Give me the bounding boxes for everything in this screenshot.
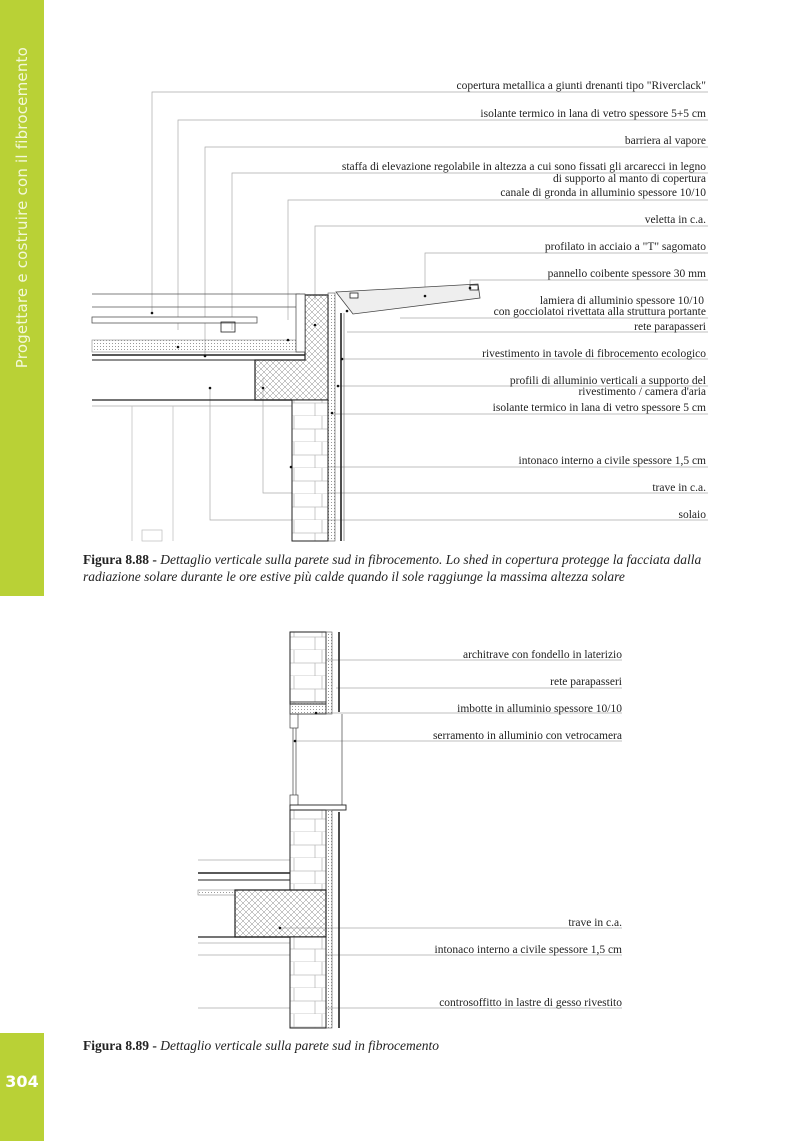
label-bird-mesh: rete parapasseri [634,321,706,333]
label-bracket-line1: staffa di elevazione regolabile in altezza a cui sono fissati gli arcarecci in legno [341,161,706,173]
label-insulated-panel: pannello coibente spessore 30 mm [547,268,706,280]
label-window-frame: serramento in alluminio con vetrocamera [432,730,622,742]
label-bird-mesh-2: rete parapasseri [550,676,622,688]
label-false-ceiling: controsoffitto in lastre di gesso rivestito [439,997,622,1009]
label-roof-covering: copertura metallica a giunti drenanti tipo "Riverclack" [456,80,706,92]
label-roof-insulation: isolante termico in lana di vetro spessore 5+5 cm [480,108,706,120]
caption-text: Dettaglio verticale sulla parete sud in fibrocemento. Lo shed in copertura protegge la facciata dalla radiazione solare durante le ore estive più calde quando il sole raggiunge la massima altezza solare [83,552,702,584]
caption-number-2: Figura 8.89 - [83,1038,157,1053]
label-parapet: veletta in c.a. [644,214,706,226]
label-bracket-line2: di supporto al manto di copertura [553,173,706,185]
label-wall-insulation: isolante termico in lana di vetro spessore 5 cm [492,402,706,414]
caption-text-2: Dettaglio verticale sulla parete sud in fibrocemento [160,1038,439,1053]
label-reveal: imbotte in alluminio spessore 10/10 [457,703,622,715]
label-t-profile: profilato in acciaio a "T" sagomato [544,241,706,253]
label-cladding: rivestimento in tavole di fibrocemento ecologico [482,348,706,360]
figure-8-88-caption [83,551,723,585]
label-lintel: architrave con fondello in laterizio [462,649,622,661]
figure-8-89-caption [83,1037,723,1054]
label-profiles-line1: profili di alluminio verticali a supporto del [509,375,706,387]
label-gutter: canale di gronda in alluminio spessore 10/10 [500,187,706,199]
label-floor-slab: solaio [678,509,706,521]
figure-8-89-drawing [198,632,622,1028]
label-aluminium-sheet-line2: con gocciolatoi rivettata alla struttura portante [493,306,706,318]
page-number: 304 [5,1072,39,1091]
label-aluminium-sheet-line1: lamiera di alluminio spessore 10/10 [539,295,704,307]
label-plaster: intonaco interno a civile spessore 1,5 cm [518,455,706,467]
label-plaster-2: intonaco interno a civile spessore 1,5 cm [434,944,622,956]
section-title-text: Progettare e costruire con il fibrocemento [13,46,31,368]
label-vapour-barrier: barriera al vapore [624,135,706,147]
caption-number: Figura 8.88 - [83,552,157,567]
label-beam-2: trave in c.a. [568,917,622,929]
label-profiles-line2: rivestimento / camera d'aria [578,386,706,398]
label-beam: trave in c.a. [652,482,706,494]
